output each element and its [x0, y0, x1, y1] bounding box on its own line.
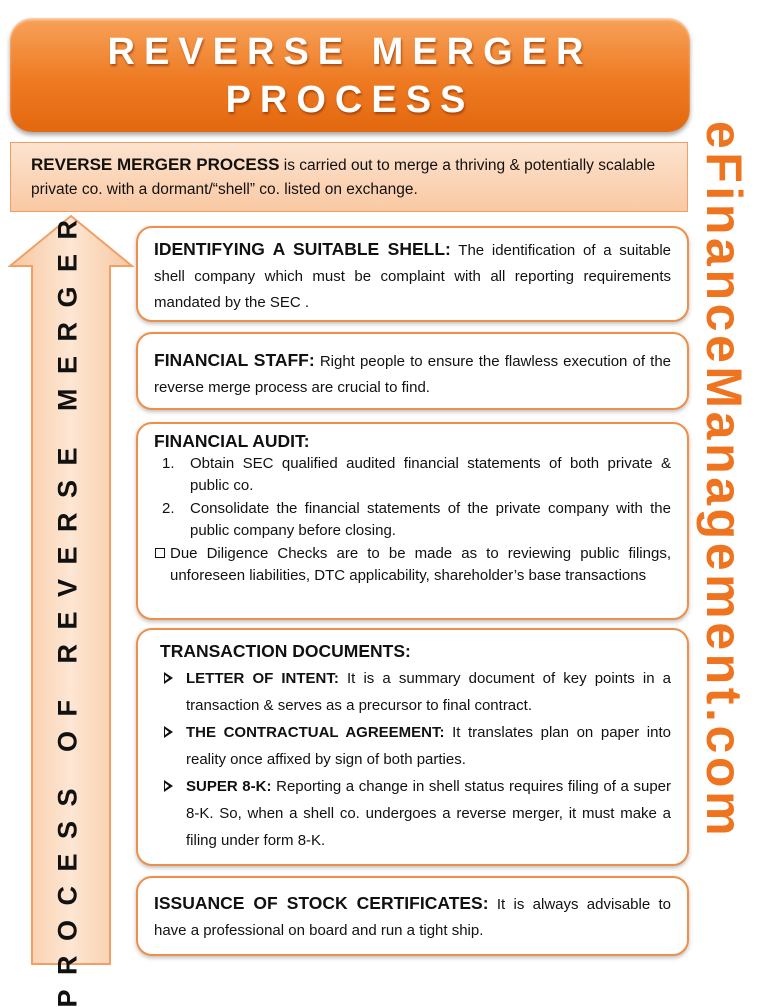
step-text: Right people to ensure the flawless execution of the reverse merge process are crucial to find. — [154, 353, 671, 396]
step-heading: ISSUANCE OF STOCK CERTIFICATES: — [154, 893, 489, 913]
step-text: It is always advisable to have a professional on board and run a tight ship. — [154, 896, 671, 939]
list-item — [160, 773, 671, 854]
title-line-2: PROCESS — [225, 79, 475, 121]
list-number: 2. — [162, 499, 175, 517]
arrow-label-wrap — [30, 204, 106, 1007]
step-issuance-certificates — [136, 876, 689, 956]
list-number: 1. — [162, 454, 175, 472]
doc-term: SUPER 8-K: — [186, 778, 272, 795]
audit-list — [154, 453, 671, 543]
list-item — [154, 498, 671, 543]
arrow-bullet-icon — [164, 780, 173, 792]
step-text: The identification of a suitable shell company which must be complaint with all reporting requirements mandated by the SEC . — [154, 242, 671, 311]
arrow-bullet-icon — [164, 672, 173, 684]
list-text: Obtain SEC qualified audited financial statements of both private & public co. — [190, 454, 671, 494]
doc-term: LETTER OF INTENT: — [186, 670, 339, 687]
doc-term: THE CONTRACTUAL AGREEMENT: — [186, 724, 445, 741]
intro-lead: REVERSE MERGER PROCESS — [31, 155, 280, 174]
intro-text: is carried out to merge a thriving & potentially scalable private co. with a dormant/“shell” co. listed on exchange. — [31, 157, 656, 198]
due-diligence-note — [154, 543, 671, 588]
title-line-1: REVERSE MERGER — [107, 31, 593, 73]
list-text: Consolidate the financial statements of the private company with the public company before closing. — [190, 499, 671, 539]
step-heading: FINANCIAL AUDIT: — [154, 431, 310, 451]
list-item — [160, 665, 671, 719]
due-diligence-text: Due Diligence Checks are to be made as to reviewing public filings, unforeseen liabilities, DTC applicability, shareholder’s base transactions — [170, 544, 671, 584]
page-title — [10, 18, 690, 132]
list-item — [154, 453, 671, 498]
step-heading: IDENTIFYING A SUITABLE SHELL: — [154, 239, 451, 259]
doc-text: Reporting a change in shell status requires filing of a super 8-K. So, when a shell co. undergoes a reverse merger, it must make a filing under form 8-K. — [186, 778, 671, 849]
arrow-label: PROCESS OF REVERSE MERGER — [52, 204, 83, 1007]
step-heading: FINANCIAL STAFF: — [154, 350, 315, 370]
checkbox-icon — [155, 548, 165, 558]
step-heading: TRANSACTION DOCUMENTS: — [160, 641, 411, 661]
step-financial-audit — [136, 422, 689, 620]
site-watermark: eFinanceManagement.com — [696, 120, 753, 840]
step-financial-staff — [136, 332, 689, 410]
intro-banner — [10, 142, 688, 212]
step-identifying-shell — [136, 226, 689, 322]
watermark-wrap — [684, 40, 764, 920]
step-transaction-documents — [136, 628, 689, 866]
list-item — [160, 719, 671, 773]
doc-text: It translates plan on paper into reality once affixed by sign of both parties. — [186, 724, 671, 768]
doc-text: It is a summary document of key points in a transaction & serves as a precursor to final contract. — [186, 670, 671, 714]
arrow-bullet-icon — [164, 726, 173, 738]
